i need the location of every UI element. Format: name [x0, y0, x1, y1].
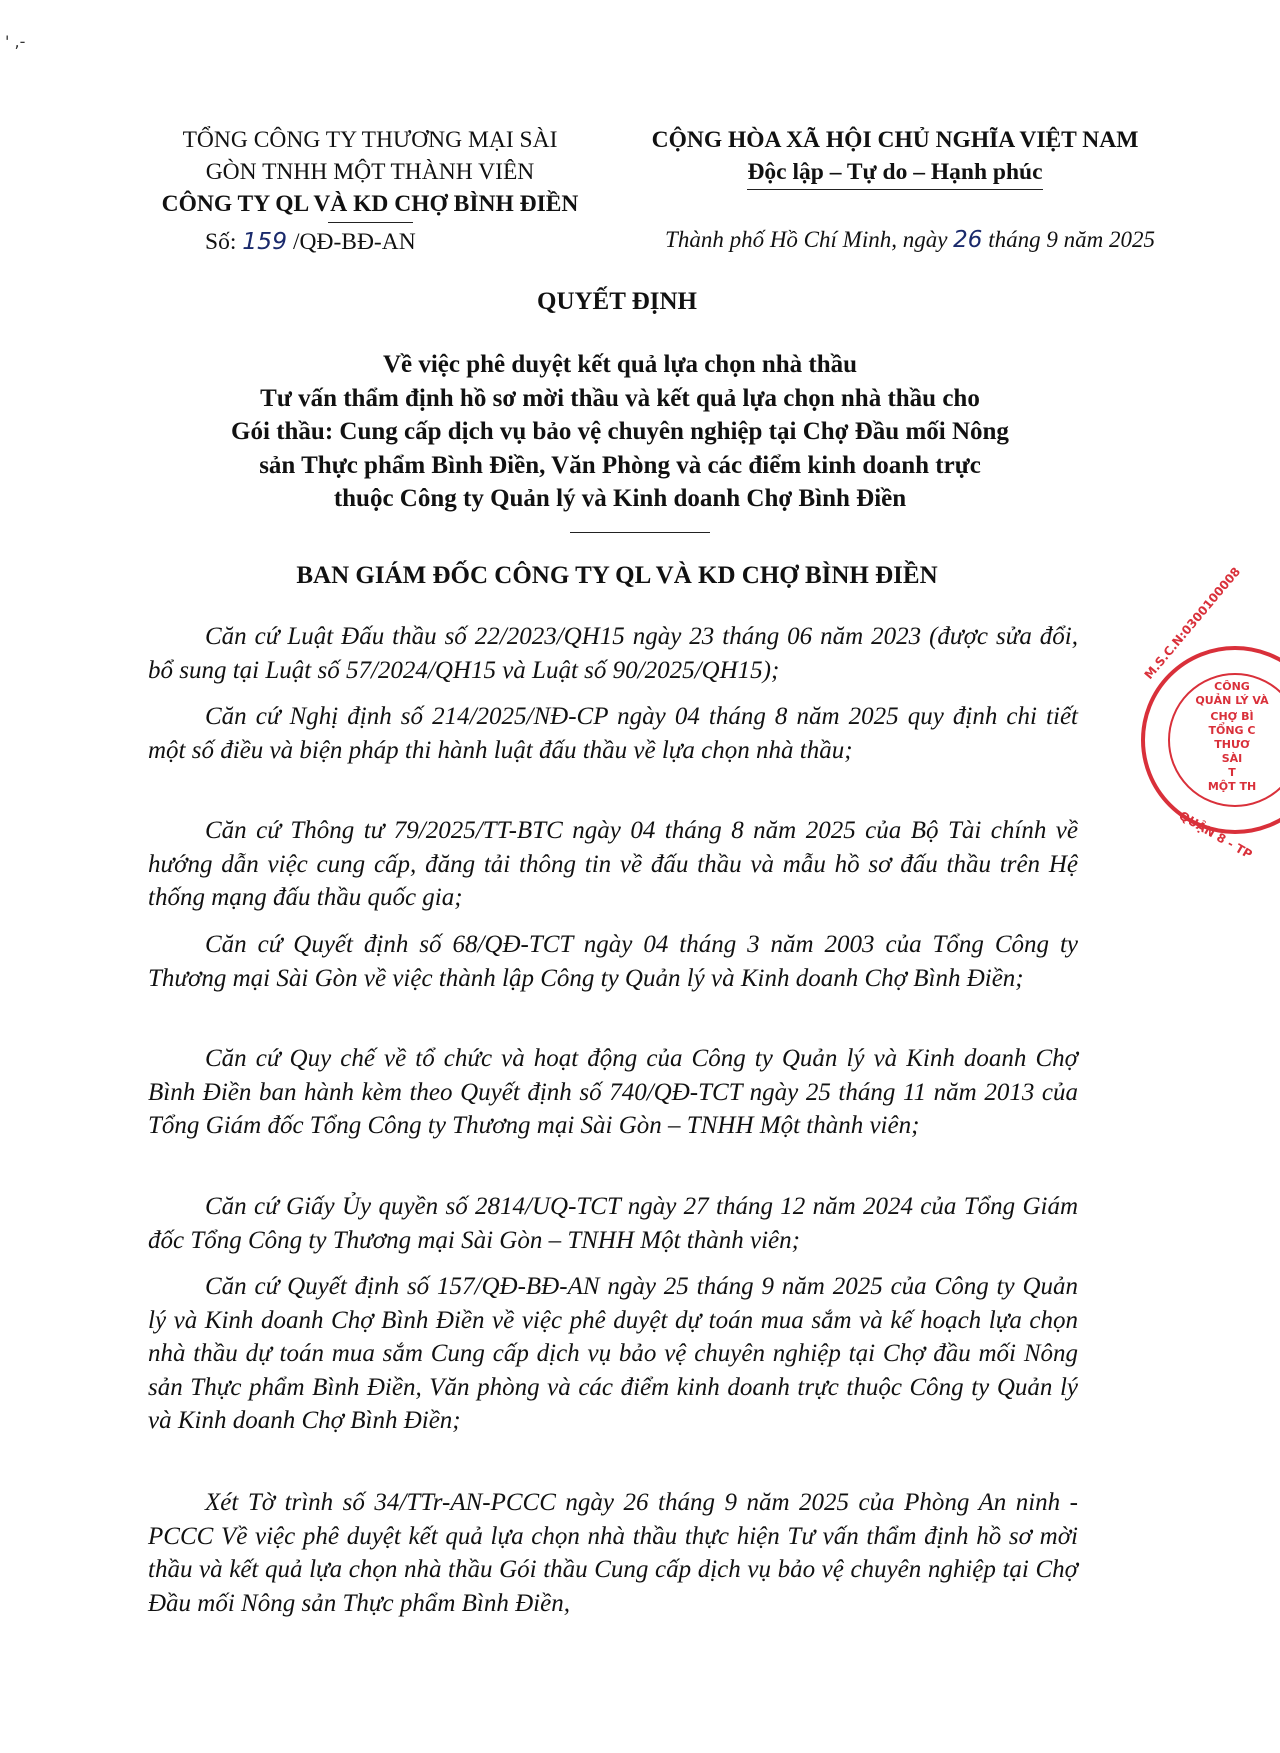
date-prefix: Thành phố Hồ Chí Minh, ngày	[665, 227, 948, 252]
company-seal	[1120, 564, 1280, 862]
issuer-company: CÔNG TY QL VÀ KD CHỢ BÌNH ĐIỀN	[161, 191, 579, 217]
legal-basis-paragraph: Căn cứ Thông tư 79/2025/TT-BTC ngày 04 tháng 8 năm 2025 của Bộ Tài chính về hướng dẫn việc cung cấp, đăng tải thông tin về đấu thầu và mẫu hồ sơ đấu thầu trên Hệ thống mạng đấu thầu quốc gia;	[148, 817, 1078, 911]
number-prefix: Số:	[205, 229, 237, 255]
subject-line: Tư vấn thẩm định hồ sơ mời thầu và kết quả lựa chọn nhà thầu cho	[260, 384, 980, 412]
document-title: QUYẾT ĐỊNH	[537, 288, 697, 315]
seal-inner-line: TỔNG C	[1208, 724, 1256, 737]
legal-basis-paragraph: Căn cứ Quyết định số 68/QĐ-TCT ngày 04 tháng 3 năm 2003 của Tổng Công ty Thương mại Sài Gòn về việc thành lập Công ty Quản lý và Kinh doanh Chợ Bình Điền;	[148, 931, 1078, 992]
subject-line: Gói thầu: Cung cấp dịch vụ bảo vệ chuyên nghiệp tại Chợ Đầu mối Nông	[231, 418, 1009, 445]
legal-basis-paragraph: Căn cứ Nghị định số 214/2025/NĐ-CP ngày 04 tháng 8 năm 2025 quy định chi tiết một số điều và biện pháp thi hành luật đấu thầu về lựa chọn nhà thầu;	[148, 703, 1078, 764]
number-handwritten: 159	[242, 227, 288, 255]
title-divider	[570, 532, 710, 533]
legal-basis-paragraph: Căn cứ Giấy Ủy quyền số 2814/UQ-TCT ngày 27 tháng 12 năm 2024 của Tổng Giám đốc Tổng Công ty Thương mại Sài Gòn – TNHH Một thành viên;	[148, 1193, 1078, 1254]
seal-inner-line: QUẢN LÝ VÀ	[1195, 694, 1269, 707]
seal-inner-line: SÀI	[1221, 752, 1243, 765]
issuing-board: BAN GIÁM ĐỐC CÔNG TY QL VÀ KD CHỢ BÌNH ĐIỀN	[296, 562, 938, 589]
issuer-block	[120, 124, 620, 223]
number-suffix: /QĐ-BĐ-AN	[292, 229, 416, 255]
seal-bottom-text: QUẬN 8 - TP	[1176, 808, 1255, 862]
legal-basis-paragraph: Căn cứ Luật Đấu thầu số 22/2023/QH15 ngày 23 tháng 06 năm 2023 (được sửa đổi, bổ sung tại Luật số 57/2024/QH15 và Luật số 90/2025/QH15);	[148, 623, 1078, 684]
legal-basis-paragraph: Căn cứ Quy chế về tổ chức và hoạt động của Công ty Quản lý và Kinh doanh Chợ Bình Điền ban hành kèm theo Quyết định số 740/QĐ-TCT ngày 25 tháng 11 năm 2013 của Tổng Giám đốc Tổng Công ty Thương mại Sài Gòn – TNHH Một thành viên;	[148, 1045, 1078, 1139]
seal-ring-text: M.S.C.N:0300100008	[1141, 564, 1244, 682]
date-day-handwritten: 26	[953, 227, 983, 253]
issuer-parent-line-1: TỔNG CÔNG TY THƯƠNG MẠI SÀI	[182, 127, 558, 153]
issuer-parent-line-2: GÒN TNHH MỘT THÀNH VIÊN	[205, 159, 535, 185]
consideration-paragraph: Xét Tờ trình số 34/TTr-AN-PCCC ngày 26 tháng 9 năm 2025 của Phòng An ninh - PCCC Về việc phê duyệt kết quả lựa chọn nhà thầu thực hiện Tư vấn thẩm định hồ sơ mời thầu và kết quả lựa chọn nhà thầu Gói thầu Cung cấp dịch vụ bảo vệ chuyên nghiệp tại Chợ Đầu mối Nông sản Thực phẩm Bình Điền,	[148, 1489, 1078, 1617]
legal-basis-paragraph: Căn cứ Quyết định số 157/QĐ-BĐ-AN ngày 25 tháng 9 năm 2025 của Công ty Quản lý và Kinh doanh Chợ Bình Điền về việc phê duyệt dự toán mua sắm và kế hoạch lựa chọn nhà thầu dự toán mua sắm Cung cấp dịch vụ bảo vệ chuyên nghiệp tại Chợ đầu mối Nông sản Thực phẩm Bình Điền, Văn phòng và các điểm kinh doanh trực thuộc Công ty Quản lý và Kinh doanh Chợ Bình Điền;	[148, 1273, 1078, 1434]
issuer-underline	[328, 222, 413, 223]
seal-inner-line: CÔNG	[1214, 680, 1250, 693]
national-header	[620, 124, 1170, 190]
document-subject	[140, 348, 1100, 516]
seal-inner-line: CHỢ BÌ	[1210, 710, 1254, 723]
national-motto: Độc lập – Tự do – Hạnh phúc	[747, 156, 1042, 190]
date-suffix: tháng 9 năm 2025	[988, 227, 1155, 252]
subject-line: sản Thực phẩm Bình Điền, Văn Phòng và các điểm kinh doanh trực	[259, 451, 981, 479]
issue-date	[620, 227, 1200, 253]
seal-inner-line: THƯƠ	[1214, 738, 1250, 751]
subject-line: thuộc Công ty Quản lý và Kinh doanh Chợ Bình Điền	[333, 485, 907, 512]
seal-inner-line: MỘT TH	[1207, 780, 1257, 793]
seal-inner-line: T	[1228, 766, 1236, 779]
scan-marks: ' ,-	[5, 32, 26, 51]
subject-line: Về việc phê duyệt kết quả lựa chọn nhà thầu	[382, 351, 858, 378]
country-name: CỘNG HÒA XÃ HỘI CHỦ NGHĨA VIỆT NAM	[651, 127, 1139, 153]
document-number	[205, 227, 416, 256]
